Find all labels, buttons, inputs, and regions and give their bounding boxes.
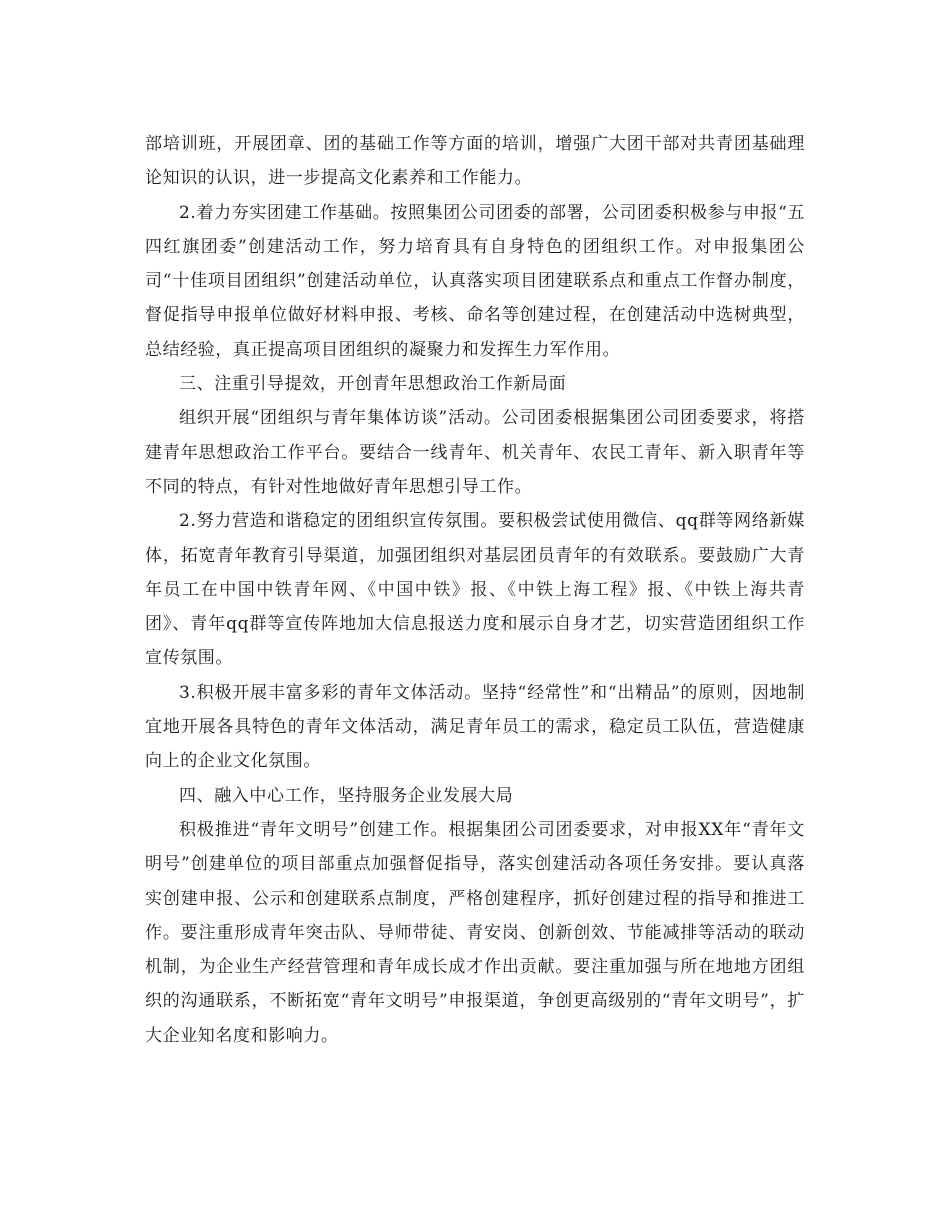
paragraph-youth-civilization: 积极推进“青年文明号”创建工作。根据集团公司团委要求，对申报XX年“青年文明号”创建单位的项目部重点加强督促指导，落实创建活动各项任务安排。要认真落实创建申报、公示和创建联系点制度，严格创建程序，抓好创建过程的指导和推进工作。要注重形成青年突击队、导师带徒、青安岗、创新创效、节能减排等活动的联动机制，为企业生产经营管理和青年成长成才作出贡献。要注重加强与所在地地方团组织的沟通联系，不断拓宽“青年文明号”申报渠道，争创更高级别的“青年文明号”，扩大企业知名度和影响力。 — [145, 819, 805, 1046]
document-body — [145, 127, 805, 1053]
paragraph-group-interview: 组织开展“团组织与青年集体访谈”活动。公司团委根据集团公司团委要求，将搭建青年思想政治工作平台。要结合一线青年、机关青年、农民工青年、新入职青年等不同的特点，有针对性地做好青年思想引导工作。 — [145, 408, 805, 497]
paragraph-cultural-activities: 3.积极开展丰富多彩的青年文体活动。坚持“经常性”和“出精品”的原则，因地制宜地开展各具特色的青年文体活动，满足青年员工的需求，稳定员工队伍，营造健康向上的企业文化氛围。 — [145, 682, 805, 772]
paragraph-continuation: 部培训班，开展团章、团的基础工作等方面的培训，增强广大团干部对共青团基础理论知识的认识，进一步提高文化素养和工作能力。 — [145, 134, 805, 189]
paragraph-strengthen-foundation: 2.着力夯实团建工作基础。按照集团公司团委的部署，公司团委积极参与申报“五四红旗团委”创建活动工作，努力培育具有自身特色的团组织工作。对申报集团公司“十佳项目团组织”创建活动单位，认真落实项目团建联系点和重点工作督办制度，督促指导申报单位做好材料申报、考核、命名等创建过程，在创建活动中选树典型，总结经验，真正提高项目团组织的凝聚力和发挥生力军作用。 — [145, 202, 805, 360]
paragraph-publicity-atmosphere: 2.努力营造和谐稳定的团组织宣传氛围。要积极尝试使用微信、qq群等网络新媒体，拓宽青年教育引导渠道，加强团组织对基层团员青年的有效联系。要鼓励广大青年员工在中国中铁青年网、《中国中铁》报、《中铁上海工程》报、《中铁上海共青团》、青年qq群等宣传阵地加大信息报送力度和展示自身才艺，切实营造团组织工作宣传氛围。 — [145, 511, 805, 669]
section-heading-three: 三、注重引导提效，开创青年思想政治工作新局面 — [179, 374, 567, 395]
section-heading-four: 四、融入中心工作，坚持服务企业发展大局 — [179, 785, 514, 806]
